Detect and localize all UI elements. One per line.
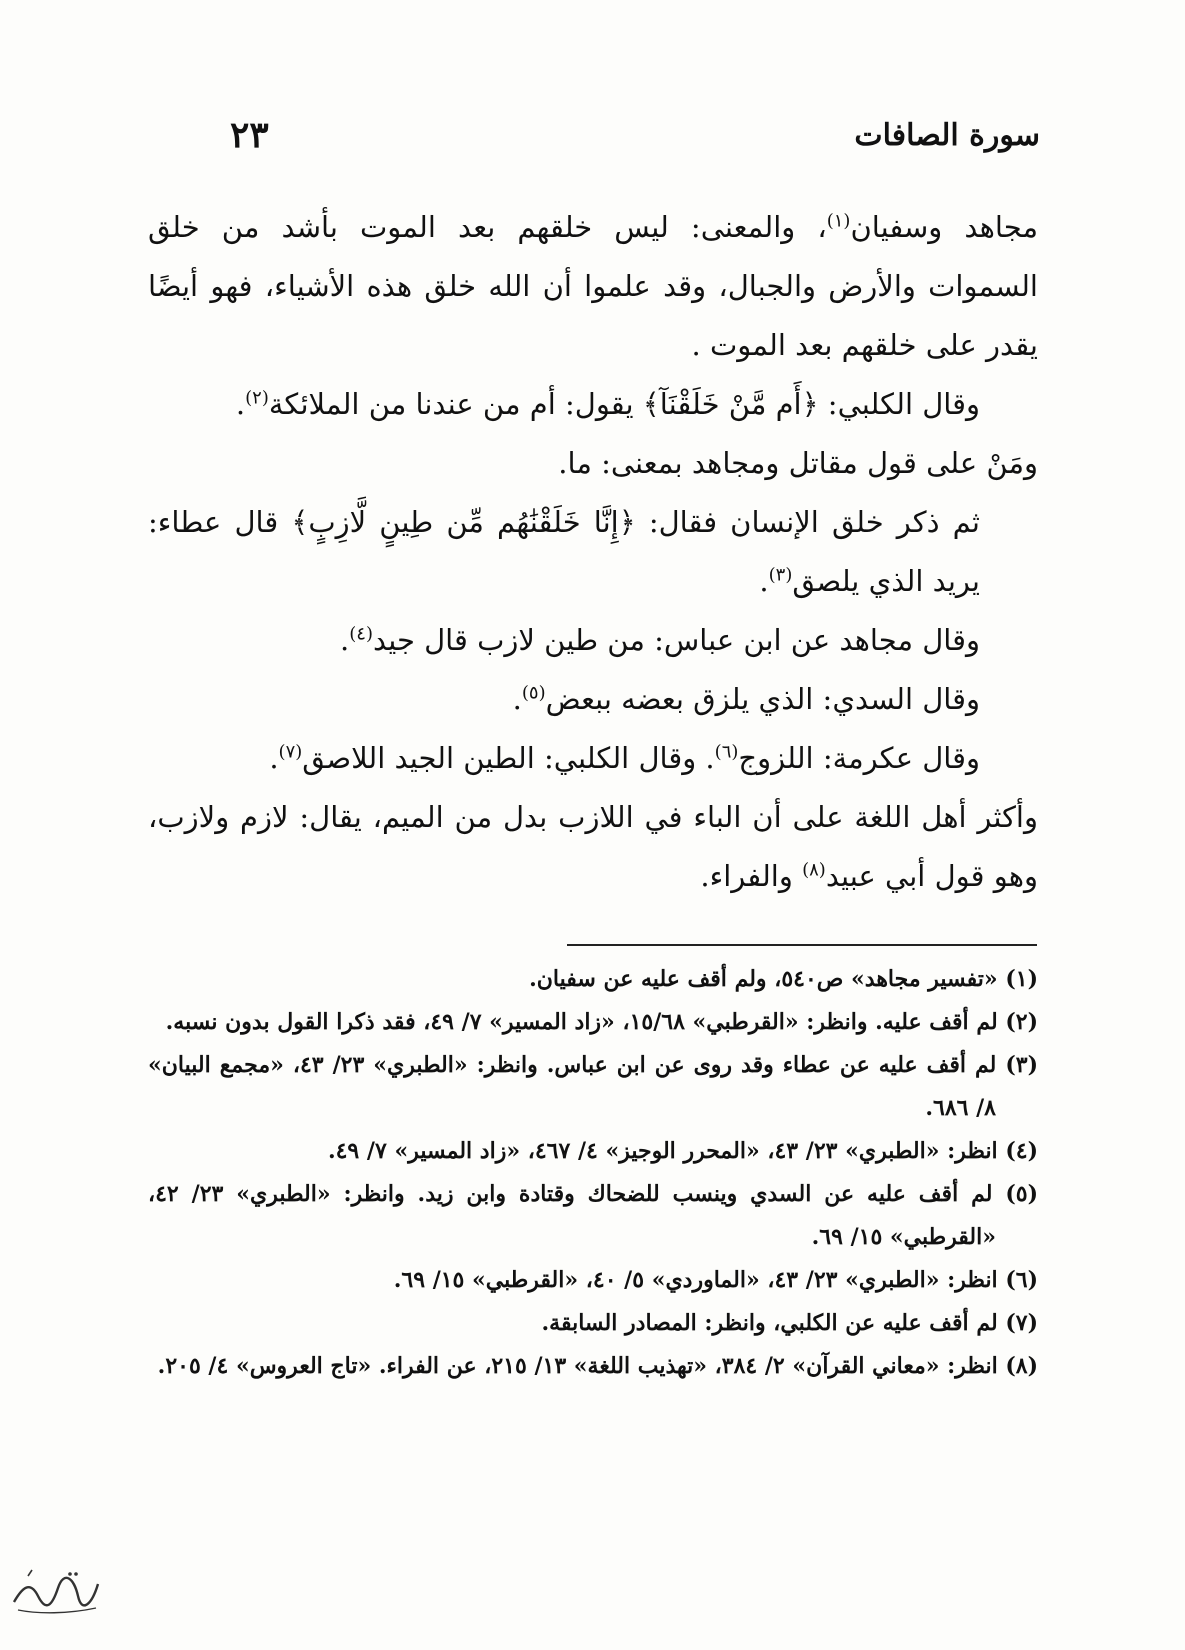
main-text [148, 198, 1038, 906]
footnote-ref[interactable]: (١) [826, 210, 851, 232]
paragraph-2 [148, 375, 1038, 434]
paragraph-1 [148, 198, 1038, 375]
footnote-3: (٣) لم أقف عليه عن عطاء وقد روى عن ابن عباس. وانظر: «الطبري» ٢٣/ ٤٣، «مجمع البيان» ٨/ ٦٨٦. [148, 1052, 1038, 1121]
footnote-7: (٧) لم أقف عليه عن الكلبي، وانظر: المصادر السابقة. [541, 1310, 1038, 1336]
text-run: ، والمعنى: ليس خلقهم بعد الموت بأشد من خلق السموات والأرض والجبال، وقد علموا أن الله خلق هذه الأشياء، فهو أيضًا يقدر على خلقهم بعد الموت . [148, 210, 1038, 362]
text-run: . [235, 387, 246, 421]
text-run: مجاهد وسفيان [850, 210, 1038, 244]
footnote-ref[interactable]: (٧) [278, 741, 303, 763]
text-run: وقال السدي: الذي يلزق بعضه ببعض [545, 682, 980, 716]
footnote-divider [567, 944, 1037, 946]
text-run: ثم ذكر خلق الإنسان فقال: ﴿إِنَّا خَلَقْنَٰهُم مِّن طِينٍ لَّازِبٍ﴾ قال عطاء: يريد الذي يلصق [148, 505, 980, 598]
text-run: . [340, 623, 350, 657]
footnote-ref[interactable]: (٣) [768, 564, 793, 586]
text-run: . [759, 564, 769, 598]
page-number: ٢٣ [230, 114, 269, 156]
text-run: والفراء. [700, 859, 803, 893]
footnotes [148, 958, 1038, 1388]
text-run: وأكثر أهل اللغة على أن الباء في اللازب بدل من الميم، يقال: لازم ولازب، وهو قول أبي عبيد [148, 800, 1038, 893]
footnote-ref[interactable]: (٢) [245, 387, 269, 409]
text-run: . [269, 741, 279, 775]
surah-title: سورة الصافات [854, 118, 1040, 153]
footnote-8: (٨) انظر: «معاني القرآن» ٢/ ٣٨٤، «تهذيب اللغة» ١٣/ ٢١٥، عن الفراء. «تاج العروس» ٤/ ٢٠٥. [157, 1353, 1038, 1379]
footnote-ref[interactable]: (٨) [802, 859, 826, 881]
watermark-logo [8, 1566, 104, 1618]
text-run: ومَنْ على قول مقاتل ومجاهد بمعنى: ما. [558, 446, 1038, 480]
paragraph-8 [148, 788, 1038, 906]
footnote-ref[interactable]: (٤) [349, 623, 373, 645]
footnote-ref[interactable]: (٦) [714, 741, 739, 763]
footnote-1: (١) «تفسير مجاهد» ص٥٤٠، ولم أقف عليه عن سفيان. [529, 966, 1038, 992]
text-run: . [512, 682, 522, 716]
paragraph-6 [148, 670, 1038, 729]
text-run: . وقال الكلبي: الطين الجيد اللاصق [302, 741, 715, 775]
text-run: وقال الكلبي: ﴿أَم مَّنْ خَلَقْنَآ﴾ يقول: أم من عندنا من الملائكة [268, 387, 980, 421]
page-header [160, 114, 1040, 168]
footnote-ref[interactable]: (٥) [521, 682, 546, 704]
footnote-5: (٥) لم أقف عليه عن السدي وينسب للضحاك وقتادة وابن زيد. وانظر: «الطبري» ٢٣/ ٤٢، «القرطبي» ١٥/ ٦٩. [148, 1181, 1038, 1250]
paragraph-3 [148, 434, 1038, 493]
footnote-6: (٦) انظر: «الطبري» ٢٣/ ٤٣، «الماوردي» ٥/ ٤٠، «القرطبي» ١٥/ ٦٩. [393, 1267, 1038, 1293]
paragraph-7 [148, 729, 1038, 788]
footnote-2: (٢) لم أقف عليه. وانظر: «القرطبي» ١٥/٦٨، «زاد المسير» ٧/ ٤٩، فقد ذكرا القول بدون نسبه. [165, 1009, 1038, 1035]
text-run: وقال مجاهد عن ابن عباس: من طين لازب قال جيد [372, 623, 980, 657]
text-run: وقال عكرمة: اللزوج [738, 741, 980, 775]
paragraph-5 [148, 611, 1038, 670]
paragraph-4 [148, 493, 1038, 611]
footnote-4: (٤) انظر: «الطبري» ٢٣/ ٤٣، «المحرر الوجيز» ٤/ ٤٦٧، «زاد المسير» ٧/ ٤٩. [327, 1138, 1038, 1164]
